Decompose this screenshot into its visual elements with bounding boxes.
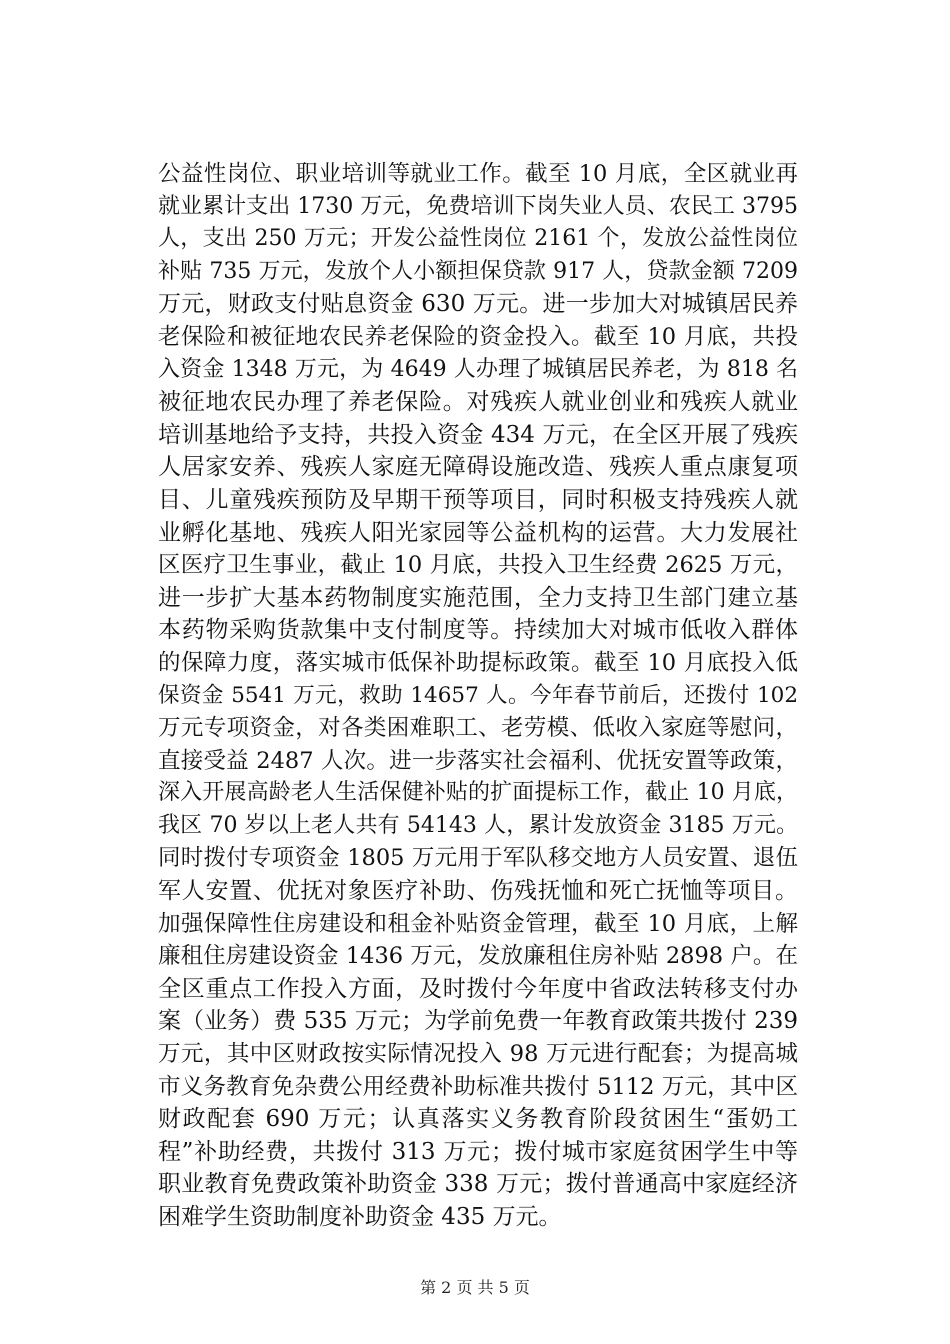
text-line: 就业累计支出 1730 万元，免费培训下岗失业人员、农民工 3795 xyxy=(158,193,798,219)
text-line: 人，支出 250 万元；开发公益性岗位 2161 个，发放公益性岗位 xyxy=(158,226,798,252)
page-number-footer: 第 2 页 共 5 页 xyxy=(420,1278,530,1297)
text-line: 公益性岗位、职业培训等就业工作。截至 10 月底，全区就业再 xyxy=(158,161,798,187)
text-line: 业孵化基地、残疾人阳光家园等公益机构的运营。大力发展社 xyxy=(158,519,798,546)
text-line: 补贴 735 万元，发放个人小额担保贷款 917 人，贷款金额 7209 xyxy=(158,258,798,284)
text-line: 进一步扩大基本药物制度实施范围，全力支持卫生部门建立基 xyxy=(158,584,798,611)
text-line: 区医疗卫生事业，截止 10 月底，共投入卫生经费 2625 万元， xyxy=(158,552,798,579)
text-line: 市义务教育免杂费公用经费补助标准共拨付 5112 万元，其中区 xyxy=(158,1073,798,1100)
text-line: 培训基地给予支持，共投入资金 434 万元，在全区开展了残疾 xyxy=(158,421,798,448)
text-line: 目、儿童残疾预防及早期干预等项目，同时积极支持残疾人就 xyxy=(158,486,798,513)
text-line: 被征地农民办理了养老保险。对残疾人就业创业和残疾人就业 xyxy=(158,389,798,416)
text-line: 困难学生资助制度补助资金 435 万元。 xyxy=(158,1204,562,1230)
text-line: 加强保障性住房建设和租金补贴资金管理，截至 10 月底，上解 xyxy=(158,910,798,937)
text-line: 的保障力度，落实城市低保补助提标政策。截至 10 月底投入低 xyxy=(158,649,798,676)
text-line: 廉租住房建设资金 1436 万元，发放廉租住房补贴 2898 户。在 xyxy=(158,943,798,970)
text-line: 程”补助经费，共拨付 313 万元；拨付城市家庭贫困学生中等 xyxy=(158,1138,798,1165)
text-line: 军人安置、优抚对象医疗补助、伤残抚恤和死亡抚恤等项目。 xyxy=(158,878,798,905)
text-line: 万元，其中区财政按实际情况投入 98 万元进行配套；为提高城 xyxy=(158,1041,798,1068)
text-line: 同时拨付专项资金 1805 万元用于军队移交地方人员安置、退伍 xyxy=(158,845,798,872)
text-line: 案（业务）费 535 万元；为学前免费一年教育政策共拨付 239 xyxy=(158,1008,798,1035)
text-line: 入资金 1348 万元，为 4649 人办理了城镇居民养老，为 818 名 xyxy=(158,356,798,382)
text-line: 人居家安养、残疾人家庭无障碍设施改造、残疾人重点康复项 xyxy=(158,454,798,481)
text-line: 我区 70 岁以上老人共有 54143 人，累计发放资金 3185 万元。 xyxy=(158,812,798,838)
text-line: 老保险和被征地农民养老保险的资金投入。截至 10 月底，共投 xyxy=(158,323,798,350)
text-line: 全区重点工作投入方面，及时拨付今年度中省政法转移支付办 xyxy=(158,975,798,1002)
text-line: 财政配套 690 万元；认真落实义务教育阶段贫困生“蛋奶工 xyxy=(158,1106,798,1133)
text-line: 本药物采购货款集中支付制度等。持续加大对城市低收入群体 xyxy=(158,617,798,644)
text-line: 万元专项资金，对各类困难职工、老劳模、低收入家庭等慰问， xyxy=(158,715,798,742)
text-line: 保资金 5541 万元，救助 14657 人。今年春节前后，还拨付 102 xyxy=(158,682,798,708)
text-line: 直接受益 2487 人次。进一步落实社会福利、优抚安置等政策， xyxy=(158,747,798,774)
text-line: 职业教育免费政策补助资金 338 万元；拨付普通高中家庭经济 xyxy=(158,1171,798,1198)
text-line: 深入开展高龄老人生活保健补贴的扩面提标工作，截止 10 月底， xyxy=(158,780,798,806)
text-line: 万元，财政支付贴息资金 630 万元。进一步加大对城镇居民养 xyxy=(158,291,798,318)
body-paragraph xyxy=(158,158,798,1234)
